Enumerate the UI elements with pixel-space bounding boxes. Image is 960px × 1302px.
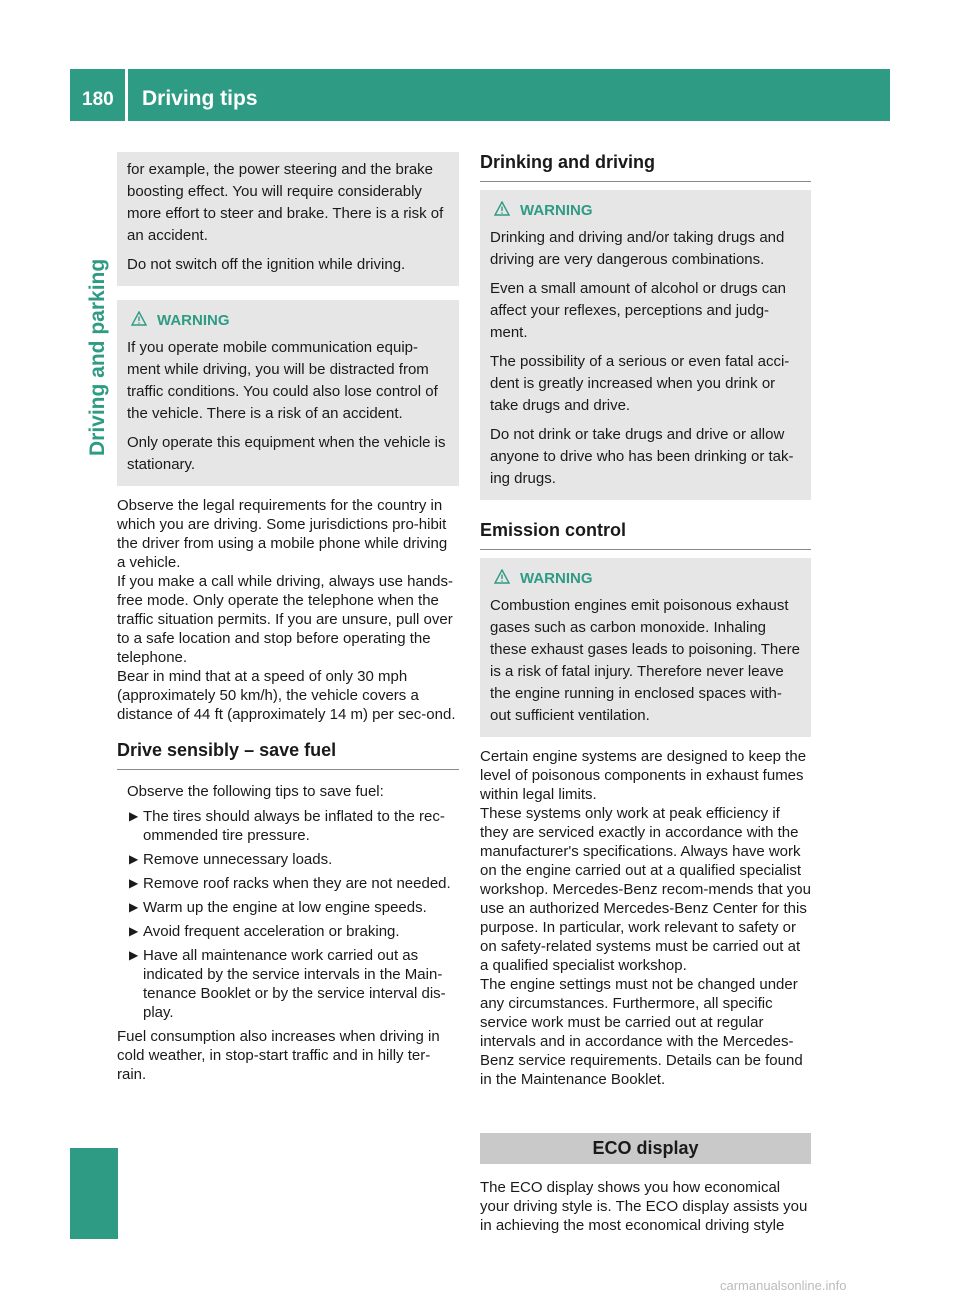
left-column xyxy=(117,152,459,1084)
paragraph: These systems only work at peak efficiency if they are serviced exactly in accordance with the manufacturer's specifications. Always have work on the engine carried out at a qualified specialist workshop. Mercedes-Benz recom-mends that you use an authorized Mercedes-Benz Center for this purpose. In particular, work relevant to safety or on safety-related systems must be carried out at a qualified specialist workshop. xyxy=(480,805,811,974)
warning-text: Do not drink or take drugs and drive or allow anyone to drive who has been drinking or tak-ing drugs. xyxy=(490,426,794,487)
section-heading: Drinking and driving xyxy=(480,152,811,182)
warning-text: Do not switch off the ignition while driving. xyxy=(127,256,406,273)
paragraph: Observe the following tips to save fuel: xyxy=(127,783,384,800)
paragraph: The engine settings must not be changed under any circumstances. Furthermore, all specific service work must be carried out at regular intervals and in accordance with the Mercedes-Benz service requirements. Details can be found in the Maintenance Booklet. xyxy=(480,976,803,1088)
list-item: ▶ Avoid frequent acceleration or braking. xyxy=(129,923,400,940)
list-item: ▶ The tires should always be inflated to the rec-ommended tire pressure. xyxy=(129,808,445,844)
warning-triangle-icon xyxy=(131,310,147,332)
warning-text: Even a small amount of alcohol or drugs can affect your reflexes, perceptions and judg-ment. xyxy=(490,280,786,341)
warning-text: Drinking and driving and/or taking drugs and driving are very dangerous combinations. xyxy=(490,229,785,268)
body-text xyxy=(117,1027,459,1084)
list-item: ▶ Remove roof racks when they are not needed. xyxy=(129,875,451,892)
warning-triangle-icon xyxy=(494,568,510,590)
side-tab-marker xyxy=(70,1148,118,1239)
warning-text: for example, the power steering and the brake boosting effect. You will require considerably more effort to steer and brake. There is a risk of an accident. xyxy=(127,161,444,244)
warning-triangle-icon xyxy=(494,200,510,222)
section-heading: Emission control xyxy=(480,520,811,550)
action-arrow-icon: ▶ xyxy=(129,876,139,890)
body-text xyxy=(480,1178,811,1235)
body-text xyxy=(480,747,811,1089)
paragraph: Fuel consumption also increases when driving in cold weather, in stop-start traffic and in hilly ter-rain. xyxy=(117,1028,440,1083)
list-item: ▶ Have all maintenance work carried out as indicated by the service intervals in the Main-tenance Booklet or by the service interval dis-play. xyxy=(129,947,446,1021)
warning-label: WARNING xyxy=(157,312,230,329)
paragraph: Bear in mind that at a speed of only 30 mph (approximately 50 km/h), the vehicle covers a distance of 44 ft (approximately 14 m) per sec-ond. xyxy=(117,668,456,723)
list-item: ▶ Warm up the engine at low engine speeds. xyxy=(129,899,427,916)
body-text xyxy=(117,496,459,724)
warning-text: If you operate mobile communication equip-ment while driving, you will be distracted from traffic conditions. You could also lose control of the vehicle. There is a risk of an accident. xyxy=(127,339,438,422)
continued-warning-box xyxy=(117,152,459,286)
emission-warning-box xyxy=(480,558,811,737)
page-number: 180 xyxy=(82,89,114,110)
section-heading-eco: ECO display xyxy=(480,1133,811,1164)
warning-title xyxy=(490,568,801,590)
paragraph: Observe the legal requirements for the country in which you are driving. Some jurisdictions pro-hibit the driver from using a mobile phone while driving a vehicle. xyxy=(117,497,448,571)
warning-text: Only operate this equipment when the vehicle is stationary. xyxy=(127,434,446,473)
section-heading: Drive sensibly – save fuel xyxy=(117,740,459,770)
page-title: Driving tips xyxy=(142,87,258,110)
paragraph: The ECO display shows you how economical your driving style is. The ECO display assists you in achieving the most economical driving style xyxy=(480,1179,808,1234)
warning-title xyxy=(490,200,801,222)
action-arrow-icon: ▶ xyxy=(129,900,139,914)
paragraph: Certain engine systems are designed to keep the level of poisonous components in exhaust fumes within legal limits. xyxy=(480,748,807,803)
list-item: ▶ Remove unnecessary loads. xyxy=(129,851,333,868)
action-arrow-icon: ▶ xyxy=(129,852,139,866)
right-column xyxy=(480,152,811,1235)
warning-text: Combustion engines emit poisonous exhaust gases such as carbon monoxide. Inhaling these exhaust gases leads to poisoning. There is a risk of fatal injury. Therefore never leave the engine running in enclosed spaces with-out sufficient ventilation. xyxy=(490,597,800,724)
warning-label: WARNING xyxy=(520,202,593,219)
watermark: carmanualsonline.info xyxy=(720,1278,847,1293)
header-separator xyxy=(125,69,128,121)
fuel-tips-list xyxy=(117,807,459,1022)
paragraph: If you make a call while driving, always use hands-free mode. Only operate the telephone when the traffic situation permits. If you are unsure, pull over to a safe location and stop before operating the telephone. xyxy=(117,573,453,666)
warning-title xyxy=(127,310,449,332)
action-arrow-icon: ▶ xyxy=(129,809,139,823)
drinking-warning-box xyxy=(480,190,811,500)
warning-label: WARNING xyxy=(520,570,593,587)
side-tab-label: Driving and parking xyxy=(86,258,109,456)
warning-text: The possibility of a serious or even fatal acci-dent is greatly increased when you drink or take drugs and drive. xyxy=(490,353,790,414)
action-arrow-icon: ▶ xyxy=(129,924,139,938)
body-text xyxy=(127,782,459,801)
mobile-warning-box xyxy=(117,300,459,486)
action-arrow-icon: ▶ xyxy=(129,948,139,962)
